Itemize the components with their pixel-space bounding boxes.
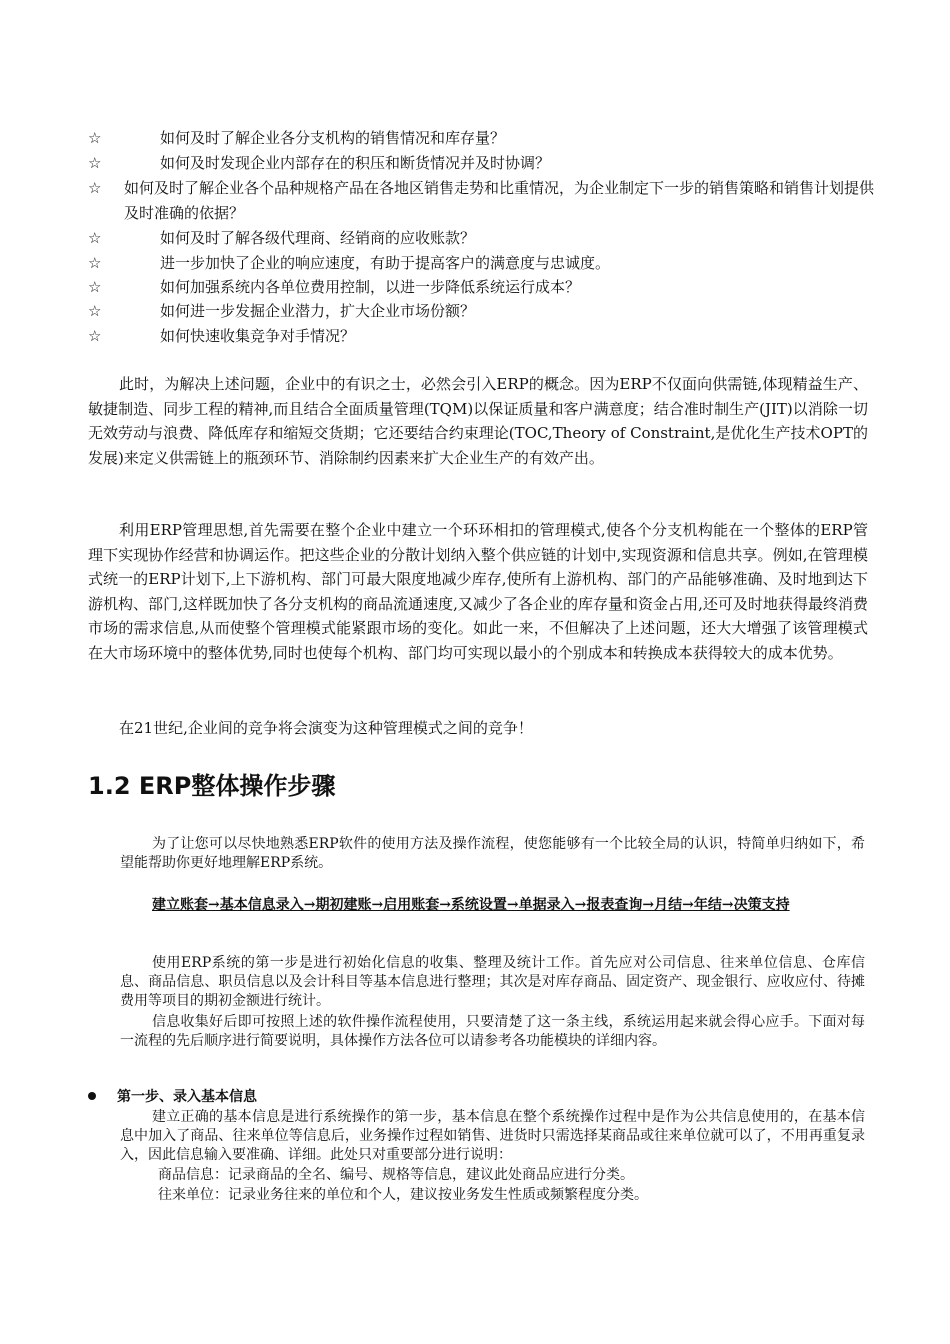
question-item [88, 300, 475, 323]
body-paragraph: 此时，为解决上述问题，企业中的有识之士，必然会引入ERP的概念。因为ERP不仅面向供需链,体现精益生产、敏捷制造、同步工程的精神,而且结合全面质量管理(TQM)以保证质量和客户满意度；结合准时制生产(JIT)以消除一切无效劳动与浪费、降低库存和缩短交货期；它还要结合约束理论(TOC,Theory of Constraint,是优化生产技术OPT的发展)来定义供需链上的瓶颈环节、消除制约因素来扩大企业生产的有效产出。 [88, 375, 868, 467]
step-label: 第一步、录入基本信息 [117, 1089, 257, 1105]
question-item [88, 127, 505, 150]
question-text: 如何进一步发掘企业潜力，扩大企业市场份额？ [160, 302, 476, 320]
section-body: 信息收集好后即可按照上述的软件操作流程使用，只要清楚了这一条主线，系统运用起来就会得心应手。下面对每一流程的先后顺序进行简要说明，具体操作方法各位可以请参考各功能模块的详细内容。 [120, 1014, 865, 1049]
question-item [88, 176, 878, 226]
question-text: 如何及时了解企业各个品种规格产品在各地区销售走势和比重情况，为企业制定下一步的销售策略和销售计划提供及时准确的依据？ [124, 179, 875, 222]
question-text: 如何及时了解企业各分支机构的销售情况和库存量？ [160, 129, 506, 147]
operation-flow: 建立账套→基本信息录入→期初建账→启用账套→系统设置→单据录入→报表查询→月结→年结→决策支持 [152, 897, 790, 913]
step-detail: 商品信息：记录商品的全名、编号、规格等信息，建议此处商品应进行分类。 [158, 1167, 634, 1183]
section-body: 使用ERP系统的第一步是进行初始化信息的收集、整理及统计工作。首先应对公司信息、往来单位信息、仓库信息、商品信息、职员信息以及会计科目等基本信息进行整理；其次是对库存商品、固定资产、现金银行、应收应付、待摊费用等项目的期初金额进行统计。 [120, 955, 865, 1009]
question-item [88, 276, 580, 299]
body-paragraph: 在21世纪,企业间的竞争将会演变为这种管理模式之间的竞争！ [119, 719, 533, 737]
star-icon: ☆ [88, 154, 102, 172]
step-bullet [88, 1088, 257, 1107]
star-icon: ☆ [88, 179, 102, 197]
question-text: 如何及时发现企业内部存在的积压和断货情况并及时协调？ [160, 154, 551, 172]
star-icon: ☆ [88, 302, 102, 320]
question-text: 如何快速收集竞争对手情况？ [160, 327, 356, 345]
section-intro: 为了让您可以尽快地熟悉ERP软件的使用方法及操作流程，使您能够有一个比较全局的认识，特简单归纳如下，希望能帮助你更好地理解ERP系统。 [120, 836, 865, 871]
star-icon: ☆ [88, 129, 102, 147]
question-text: 如何及时了解各级代理商、经销商的应收账款？ [160, 229, 476, 247]
step-detail: 往来单位：记录业务往来的单位和个人，建议按业务发生性质或频繁程度分类。 [158, 1187, 648, 1203]
step-body: 建立正确的基本信息是进行系统操作的第一步，基本信息在整个系统操作过程中是作为公共信息使用的，在基本信息中加入了商品、往来单位等信息后，业务操作过程如销售、进货时只需选择某商品或往来单位就可以了，不用再重复录入，因此信息输入要准确、详细。此处只对重要部分进行说明： [120, 1109, 865, 1163]
star-icon: ☆ [88, 327, 102, 345]
section-heading: 1.2 ERP整体操作步骤 [88, 772, 336, 800]
question-text: 如何加强系统内各单位费用控制，以进一步降低系统运行成本？ [160, 278, 581, 296]
body-paragraph: 利用ERP管理思想,首先需要在整个企业中建立一个环环相扣的管理模式,使各个分支机构能在一个整体的ERP管理下实现协作经营和协调运作。把这些企业的分散计划纳入整个供应链的计划中,实现资源和信息共享。例如,在管理模式统一的ERP计划下,上下游机构、部门可最大限度地减少库存,使所有上游机构、部门的产品能够准确、及时地到达下游机构、部门,这样既加快了各分支机构的商品流通速度,又减少了各企业的库存量和资金占用,还可及时地获得最终消费市场的需求信息,从而使整个管理模式能紧跟市场的变化。如此一来，不但解决了上述问题，还大大增强了该管理模式在大市场环境中的整体优势,同时也使每个机构、部门均可实现以最小的个别成本和转换成本获得较大的成本优势。 [88, 521, 868, 662]
question-item [88, 227, 475, 250]
star-icon: ☆ [88, 254, 102, 272]
question-item [88, 252, 610, 275]
bullet-icon [88, 1092, 96, 1100]
question-text: 进一步加快了企业的响应速度，有助于提高客户的满意度与忠诚度。 [160, 254, 611, 272]
question-item [88, 152, 550, 175]
star-icon: ☆ [88, 229, 102, 247]
star-icon: ☆ [88, 278, 102, 296]
question-item [88, 325, 355, 348]
